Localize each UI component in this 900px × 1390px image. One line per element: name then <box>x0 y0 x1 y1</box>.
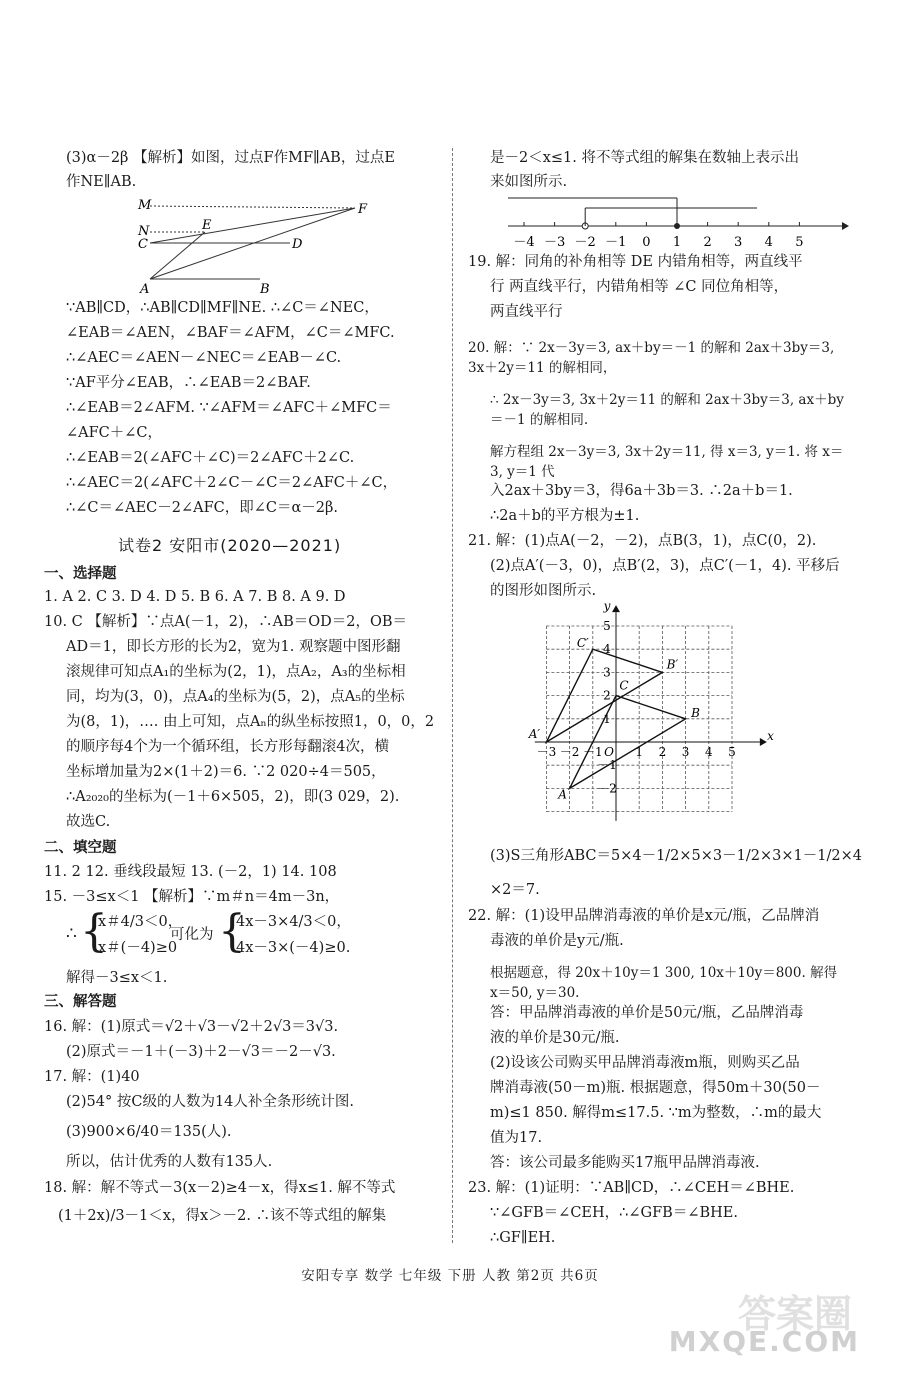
solution-line: ×2＝7. <box>490 882 540 898</box>
section-heading: 二、填空题 <box>44 840 117 856</box>
solution-line: 18. 解：解不等式－3(x－2)≥4－x，得x≤1. 解不等式 <box>44 1180 396 1196</box>
label-e: E <box>202 218 212 233</box>
solution-line: ∵∠GFB＝∠CEH，∴∠GFB＝∠BHE. <box>490 1205 738 1221</box>
point-label: C <box>619 678 629 693</box>
y-tick-label: 1 <box>603 711 611 726</box>
solution-line: ∴∠C＝∠AEC－2∠AFC，即∠C＝α－2β. <box>66 500 339 516</box>
solution-line: m)≤1 850. 解得m≤17.5. ∵m为整数，∴m的最大 <box>490 1105 822 1121</box>
column-divider <box>452 148 453 1243</box>
solution-line: 15. －3≤x＜1 【解析】∵m＃n＝4m－3n， <box>44 889 340 905</box>
label-a: A <box>140 282 150 297</box>
label-b: B <box>260 282 270 297</box>
x-tick-label: O <box>604 745 614 759</box>
solution-line: 23. 解：(1)证明：∵AB∥CD，∴∠CEH＝∠BHE. <box>468 1180 795 1196</box>
section-heading: 一、选择题 <box>44 566 117 582</box>
line-cf <box>150 208 355 243</box>
x-tick-label: 1 <box>635 745 644 759</box>
line-ae <box>150 232 205 279</box>
number-line-tick-label: 2 <box>703 235 712 250</box>
solution-line: ∵AB∥CD，∴AB∥CD∥MF∥NE. ∴∠C＝∠NEC， <box>66 300 379 316</box>
point-label: A′ <box>528 727 541 741</box>
solution-line: 同，均为(3，0)，点A₄的坐标为(5，2)，点A₅的坐标 <box>66 689 405 705</box>
y-tick-label: 3 <box>603 665 611 680</box>
line-mf <box>150 206 355 208</box>
y-tick-label: －2 <box>597 781 617 796</box>
page-footer: 安阳专享 数学 七年级 下册 人教 第2页 共6页 <box>301 1268 599 1284</box>
answers-line: 11. 2 12. 垂线段最短 13. (－2，1) 14. 108 <box>44 864 337 880</box>
x-tick-label: －3 <box>536 745 557 759</box>
x-tick-label: －2 <box>559 745 580 759</box>
watermark-logo: 答案圈 <box>737 1292 852 1336</box>
section-heading: 三、解答题 <box>44 994 117 1010</box>
x-axis-arrow <box>760 738 767 746</box>
y-tick-label: 2 <box>603 688 611 703</box>
solution-line: 20. 解：∵ 2x－3y＝3, ax＋by＝－1 的解和 2ax＋3by＝3, 3x＋2y＝11 的解相同， <box>468 340 835 376</box>
point-label: B <box>691 705 701 720</box>
number-line-tick-label: －2 <box>574 235 596 250</box>
solution-line: ∴A₂₀₂₀的坐标为(－1＋6×505，2)，即(3 029，2). <box>66 789 400 805</box>
solution-line: 10. C 【解析】∵点A(－1，2)，∴AB＝OD＝2，OB＝ <box>44 614 408 630</box>
solution-line: (3)α－2β 【解析】如图，过点F作MF∥AB，过点E <box>66 150 395 166</box>
solution-line: (3)S三角形ABC＝5×4－1/2×5×3－1/2×3×1－1/2×4 <box>490 848 862 864</box>
solution-line: (2)原式＝－1＋(－3)＋2－√3＝－2－√3. <box>66 1044 336 1060</box>
paper-title: 试卷2 安阳市(2020—2021) <box>118 536 342 555</box>
solution-line: ∴ 2x－3y＝3, 3x＋2y＝11 的解和 2ax＋3by＝3, ax＋by＝－1 的解相同. <box>490 392 844 428</box>
solution-line: ∠EAB＝∠AEN，∠BAF＝∠AFM，∠C＝∠MFC. <box>66 325 395 341</box>
solution-line: 19. 解：同角的补角相等 DE 内错角相等，两直线平 <box>468 254 803 270</box>
label-f: F <box>358 202 368 217</box>
point-label: A <box>558 787 567 802</box>
brace: { <box>218 906 246 957</box>
label-d: D <box>292 237 303 252</box>
watermark-text: MXQE.COM <box>668 1325 860 1358</box>
solution-line: 为(8，1)，…. 由上可知，点Aₙ的纵坐标按照1，0，0，2 <box>66 714 435 730</box>
x-tick-label: 4 <box>704 745 713 759</box>
x-axis-label: x <box>767 729 774 743</box>
number-line-tick-label: －3 <box>543 235 566 250</box>
brace: { <box>80 906 108 957</box>
solution-line: 坐标增加量为2×(1＋2)＝6. ∵2 020÷4＝505， <box>66 764 386 780</box>
label-m: M <box>138 198 152 213</box>
solution-line: ∴∠EAB＝2∠AFM. ∵∠AFM＝∠AFC＋∠MFC＝ <box>66 400 392 416</box>
solution-line: ∴∠EAB＝2(∠AFC＋∠C)＝2∠AFC＋2∠C. <box>66 450 355 466</box>
solution-line: 解方程组 2x－3y＝3, 3x＋2y＝11, 得 x＝3, y＝1. 将 x＝3, y＝1 代 <box>490 444 844 480</box>
number-line-tick-label: －1 <box>605 235 627 250</box>
ineq-line: 4x－3×(－4)≥0. <box>236 940 351 956</box>
solution-line: (3)900×6/40＝135(人). <box>66 1124 232 1140</box>
solution-line: 作NE∥AB. <box>66 174 137 190</box>
solution-line: ∵AF平分∠EAB，∴∠EAB＝2∠BAF. <box>66 375 311 391</box>
x-tick-label: 5 <box>728 745 736 759</box>
ineq-text: 可化为 <box>170 927 214 943</box>
solution-line: ∴∠AEC＝∠AEN－∠NEC＝∠EAB－∠C. <box>66 350 342 366</box>
parallel-lines-figure <box>130 195 370 295</box>
solution-line: 值为17. <box>490 1130 543 1146</box>
x-tick-label: 2 <box>658 745 667 759</box>
solution-line: 牌消毒液(50－m)瓶. 根据题意，得50m＋30(50－ <box>490 1080 821 1096</box>
solution-line: 入2ax＋3by＝3，得6a＋3b＝3. ∴2a＋b＝1. <box>490 483 793 499</box>
solution-line: 行 两直线平行，内错角相等 ∠C 同位角相等， <box>490 279 789 295</box>
answers-line: 1. A 2. C 3. D 4. D 5. B 6. A 7. B 8. A 9. D <box>44 589 346 605</box>
solution-line: 所以，估计优秀的人数有135人. <box>66 1154 273 1170</box>
solution-line: 21. 解：(1)点A(－2，－2)，点B(3，1)，点C(0，2). <box>468 533 817 549</box>
number-line-tick-label: 1 <box>672 235 682 250</box>
number-line-tick-label: －4 <box>513 235 535 250</box>
point-label: C′ <box>576 636 589 651</box>
solution-line: (2)设该公司购买甲品牌消毒液m瓶，则购买乙品 <box>490 1055 800 1071</box>
solution-line: (1＋2x)/3－1＜x，得x＞－2. ∴该不等式组的解集 <box>58 1208 387 1224</box>
solution-line: 滚规律可知点A₁的坐标为(2，1)，点A₂，A₃的坐标相 <box>66 664 406 680</box>
number-line-tick-label: 0 <box>642 235 651 250</box>
number-line <box>504 194 849 250</box>
solution-line: 16. 解：(1)原式＝√2＋√3－√2＋2√3＝3√3. <box>44 1019 339 1035</box>
solution-line: 的图形如图所示. <box>490 583 597 599</box>
solution-line: 来如图所示. <box>490 174 568 190</box>
number-line-tick-label: 4 <box>764 235 773 250</box>
solution-line: ∴2a＋b的平方根为±1. <box>490 508 640 524</box>
label-n: N <box>138 224 150 239</box>
y-tick-label: 5 <box>603 619 611 633</box>
ineq-line: x＃4/3＜0， <box>98 914 183 930</box>
solution-line: 答：甲品牌消毒液的单价是50元/瓶，乙品牌消毒 <box>490 1005 804 1021</box>
solution-line: 故选C. <box>66 814 111 830</box>
x-tick-label: 3 <box>681 745 690 759</box>
solution-line: ∴GF∥EH. <box>490 1230 556 1246</box>
solution-line: 17. 解：(1)40 <box>44 1069 140 1085</box>
y-axis-label: y <box>603 599 611 614</box>
x-tick-label: －1 <box>582 745 603 759</box>
solution-line: 答：该公司最多能购买17瓶甲品牌消毒液. <box>490 1155 760 1171</box>
label-c: C <box>138 237 148 252</box>
solution-line: 解得－3≤x＜1. <box>66 970 168 986</box>
solution-line: 22. 解：(1)设甲品牌消毒液的单价是x元/瓶，乙品牌消 <box>468 908 820 924</box>
number-line-tick-label: 3 <box>734 235 743 250</box>
ineq-line: 4x－3×4/3＜0， <box>236 914 351 930</box>
solution-line: 两直线平行 <box>490 304 563 320</box>
number-line-tick-label: 5 <box>795 235 804 250</box>
solution-line: ∠AFC＋∠C， <box>66 425 163 441</box>
solution-line: AD＝1，即长方形的长为2，宽为1. 观察题中图形翻 <box>66 639 401 655</box>
therefore-symbol: ∴ <box>66 924 77 944</box>
solution-line: 是－2＜x≤1. 将不等式组的解集在数轴上表示出 <box>490 150 799 166</box>
number-line-arrow <box>842 222 849 230</box>
y-tick-label: －1 <box>597 758 617 773</box>
solution-line: ∴∠AEC＝2(∠AFC＋2∠C－∠C＝2∠AFC＋∠C， <box>66 475 398 491</box>
y-axis-arrow <box>612 605 620 612</box>
ineq-line: x＃(－4)≥0 <box>98 940 178 956</box>
solution-line: 的顺序每4个为一个循环组，长方形每翻滚4次，横 <box>66 739 389 755</box>
solution-line: 根据题意，得 20x＋10y＝1 300, 10x＋10y＝800. 解得 x＝50, y＝30. <box>490 965 838 1001</box>
y-tick-label: 4 <box>603 642 611 657</box>
solution-line: (2)点A′(－3，0)，点B′(2，3)，点C′(－1，4). 平移后 <box>490 558 840 574</box>
coordinate-grid-figure <box>528 599 794 836</box>
solution-line: 液的单价是30元/瓶. <box>490 1030 620 1046</box>
point-label: B′ <box>666 657 679 672</box>
solution-line: 毒液的单价是y元/瓶. <box>490 933 624 949</box>
solution-line: (2)54° 按C级的人数为14人补全条形统计图. <box>66 1094 355 1110</box>
